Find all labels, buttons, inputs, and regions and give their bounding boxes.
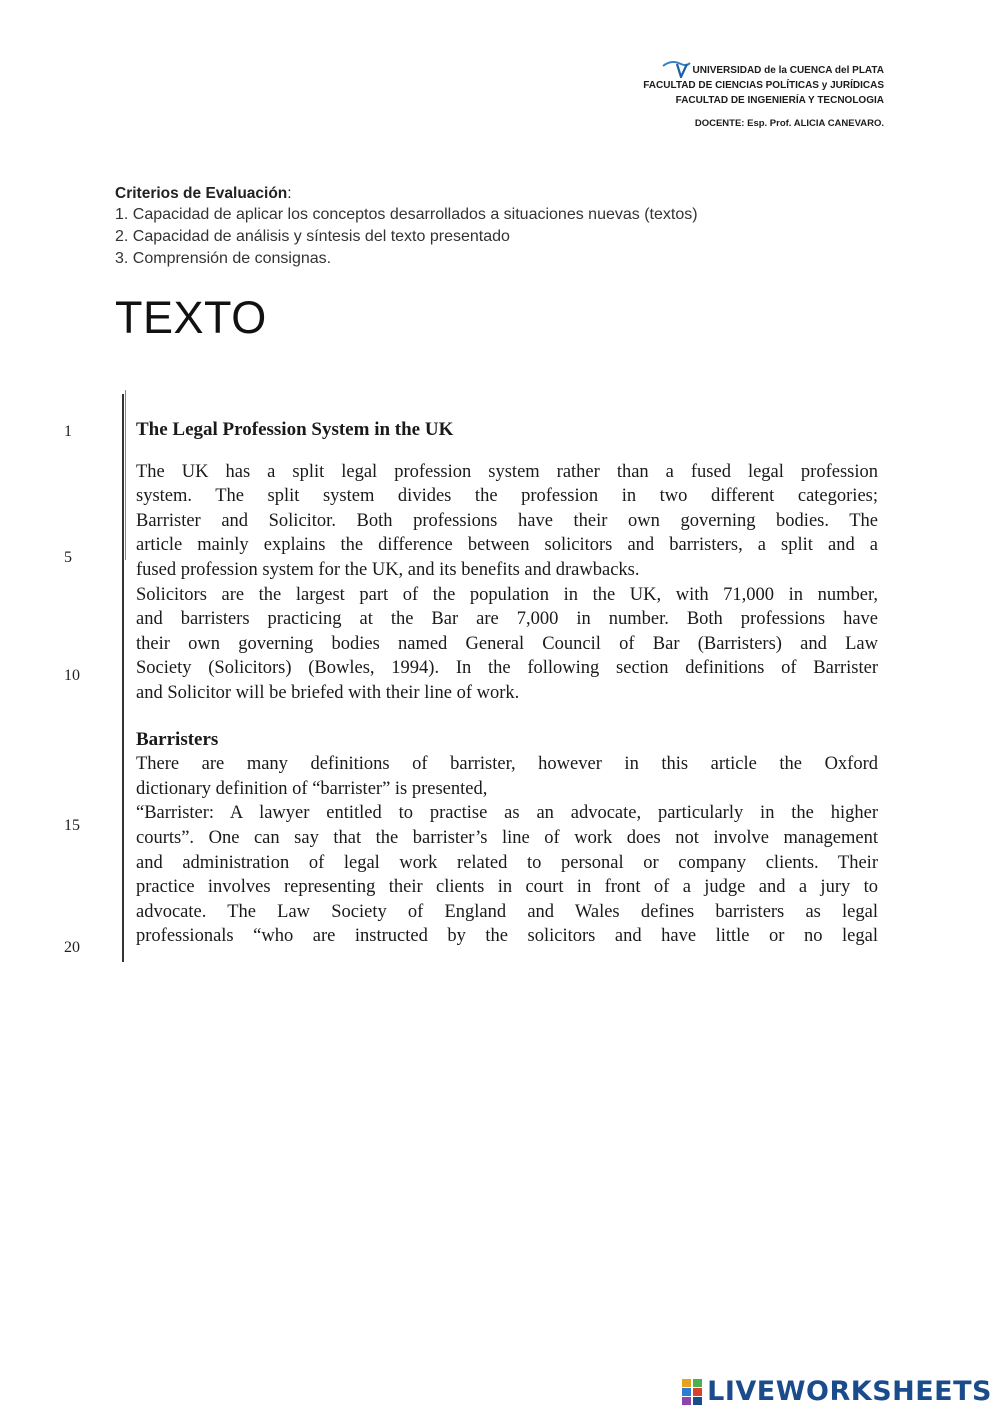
text-line: article mainly explains the difference between solicitors and barristers, a split and a [136, 535, 878, 556]
faculty-name-1: FACULTAD DE CIENCIAS POLÍTICAS y JURÍDICAS [643, 80, 884, 91]
faculty-name-2: FACULTAD DE INGENIERÍA Y TECNOLOGIA [675, 95, 884, 106]
liveworksheets-brand[interactable] [681, 1376, 992, 1407]
paragraph [136, 752, 878, 949]
line-number: 1 [64, 423, 72, 440]
text-line: and Solicitor will be briefed with their line of work. [136, 682, 520, 703]
paragraph [136, 460, 878, 583]
university-name: UNIVERSIDAD de la CUENCA del PLATA [692, 65, 884, 76]
text-line: “Barrister: A lawyer entitled to practise as an advocate, particularly in the higher [136, 803, 878, 824]
criteria-item: 3. Comprensión de consignas. [115, 250, 332, 267]
text-line: and administration of legal work related to personal or company clients. Their [136, 852, 878, 873]
institution-header [643, 60, 884, 131]
line-number: 20 [64, 939, 80, 956]
excerpt-body [136, 418, 878, 949]
paragraph [136, 583, 878, 706]
teacher-name: DOCENTE: Esp. Prof. ALICIA CANEVARO. [694, 118, 884, 129]
brand-name: LIVEWORKSHEETS [707, 1376, 992, 1407]
liveworksheets-logo-icon [681, 1378, 703, 1406]
line-number: 10 [64, 667, 80, 684]
section-title: TEXTO [115, 292, 267, 343]
text-line: dictionary definition of “barrister” is presented, [136, 778, 488, 799]
line-number: 15 [64, 817, 80, 834]
text-line: The UK has a split legal profession system rather than a fused legal profession [136, 461, 878, 482]
line-number: 5 [64, 549, 72, 566]
text-line: advocate. The Law Society of England and Wales defines barristers as legal [136, 901, 878, 922]
text-line: their own governing bodies named General Council of Bar (Barristers) and Law [136, 633, 878, 654]
text-excerpt [0, 390, 1000, 970]
text-line: Solicitors are the largest part of the population in the UK, with 71,000 in number, [136, 584, 878, 605]
text-line: and barristers practicing at the Bar are 7,000 in number. Both professions have [136, 609, 878, 630]
criteria-item: 1. Capacidad de aplicar los conceptos desarrollados a situaciones nuevas (textos) [115, 206, 698, 223]
excerpt-heading: The Legal Profession System in the UK [136, 419, 454, 440]
evaluation-criteria [115, 184, 698, 270]
text-line: There are many definitions of barrister, however in this article the Oxford [136, 754, 878, 775]
criteria-item: 2. Capacidad de análisis y síntesis del texto presentado [115, 228, 510, 245]
text-line: fused profession system for the UK, and its benefits and drawbacks. [136, 559, 640, 580]
text-line: Barrister and Solicitor. Both professions have their own governing bodies. The [136, 510, 878, 531]
text-line: courts”. One can say that the barrister’s line of work does not involve management [136, 827, 878, 848]
text-line: professionals “who are instructed by the solicitors and have little or no legal [136, 926, 878, 947]
margin-rule [125, 390, 126, 560]
criteria-title: Criterios de Evaluación: [115, 185, 292, 202]
university-logo-icon [661, 60, 691, 78]
margin-rule [122, 394, 124, 962]
text-line: Society (Solicitors) (Bowles, 1994). In the following section definitions of Barrister [136, 658, 878, 679]
text-line: practice involves representing their clients in court in front of a judge and a jury to [136, 877, 878, 898]
text-line: system. The split system divides the profession in two different categories; [136, 486, 878, 507]
excerpt-subheading: Barristers [136, 728, 219, 750]
